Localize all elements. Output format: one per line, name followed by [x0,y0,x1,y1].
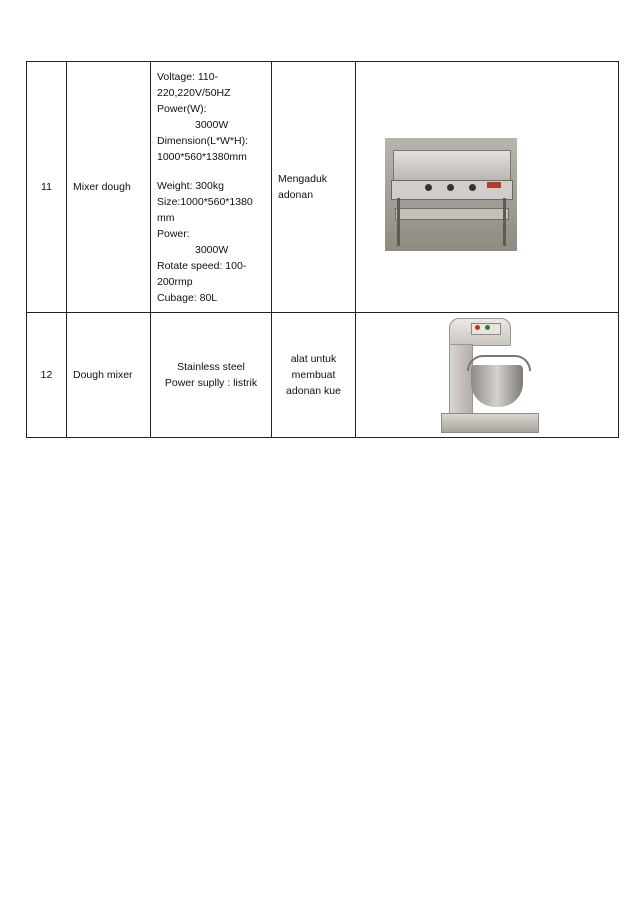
spec-line: 3000W [195,243,229,256]
dough-mixer-photo [423,313,547,437]
spec-line: Voltage: 110- [157,70,219,83]
spec-line: Rotate speed: 100- [157,259,247,272]
row-number: 11 [27,62,67,313]
griddle-photo [385,138,517,251]
item-name: Dough mixer [67,313,151,438]
table-row [27,62,619,313]
spec-line: mm [157,211,175,224]
item-image-cell [356,62,619,313]
spec-line: 200rmp [157,275,193,288]
spec-line: Stainless steel [177,361,245,373]
spec-line: Size:1000*560*1380 [157,195,253,208]
usage-line: Mengaduk [278,173,328,185]
spec-line: Weight: 300kg [157,179,224,192]
spec-line: 3000W [195,118,229,131]
equipment-table [26,61,619,438]
spec-line: 220,220V/50HZ [157,86,231,99]
spec-line: Power: [157,227,190,240]
usage-line: membuat [291,369,336,381]
item-usage [272,313,356,438]
usage-line: adonan [278,189,314,201]
item-specification [151,62,272,313]
item-image-cell [356,313,619,438]
spec-line: Power(W): [157,102,207,115]
spec-line: Cubage: 80L [157,291,218,304]
table-row [27,313,619,438]
spec-line: Power suplly : listrik [164,377,258,389]
row-number: 12 [27,313,67,438]
usage-line: adonan kue [286,385,341,397]
spec-line: Dimension(L*W*H): [157,134,249,147]
usage-line: alat untuk [290,353,337,365]
item-name: Mixer dough [67,62,151,313]
spec-line: 1000*560*1380mm [157,150,247,163]
item-usage [272,62,356,313]
item-specification [151,313,272,438]
